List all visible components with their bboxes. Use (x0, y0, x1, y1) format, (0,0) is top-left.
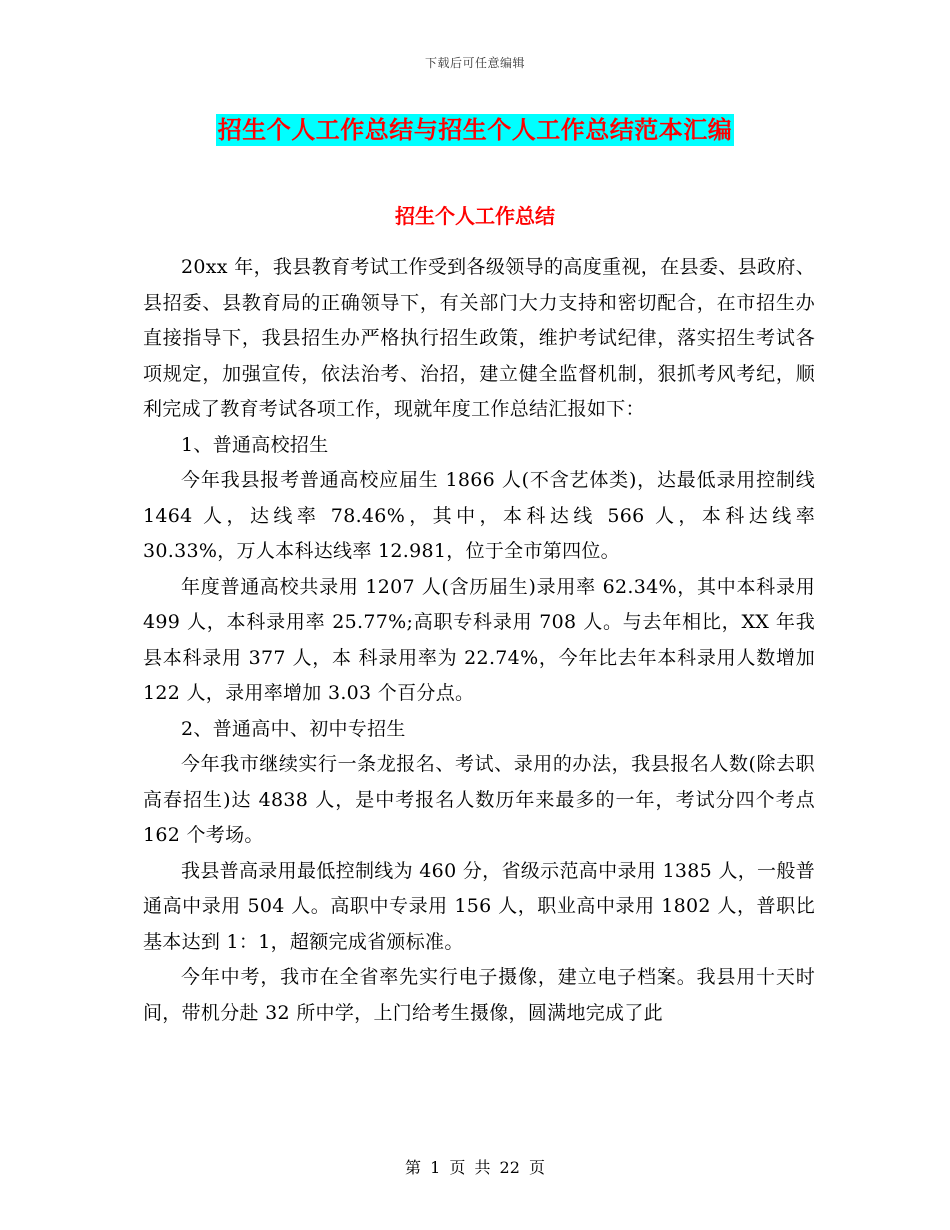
paragraph-college-applicants: 今年我县报考普通高校应届生 1866 人(不含艺体类)，达最低录用控制线 1464 人，达线率 78.46%，其中，本科达线 566 人，本科达线率 30.33%，万人本科达线率 12.981，位于全市第四位。 (143, 469, 815, 562)
paragraph-highschool-registration: 今年我市继续实行一条龙报名、考试、录用的办法，我县报名人数(除去职高春招生)达 4838 人，是中考报名人数历年来最多的一年，考试分四个考点 162 个考场。 (143, 753, 815, 846)
paragraph-college-admission: 年度普通高校共录用 1207 人(含历届生)录用率 62.34%，其中本科录用 499 人，本科录用率 25.77%;高职专科录用 708 人。与去年相比，XX 年我县本科录用 377 人，本 科录用率为 22.74%，今年比去年本科录用人数增加 122 人，录用率增加 3.03 个百分点。 (143, 575, 815, 704)
body-text (143, 250, 815, 1031)
paragraph-electronic-archive: 今年中考，我市在全省率先实行电子摄像，建立电子档案。我县用十天时间，带机分赴 32 所中学，上门给考生摄像，圆满地完成了此 (143, 966, 815, 1024)
paragraph-highschool-admission: 我县普高录用最低控制线为 460 分，省级示范高中录用 1385 人，一般普通高中录用 504 人。高职中专录用 156 人，职业高中录用 1802 人，普职比基本达到 1：1，超额完成省颁标准。 (143, 859, 815, 953)
section-title: 招生个人工作总结 (395, 204, 555, 228)
document-title: 招生个人工作总结与招生个人工作总结范本汇编 (217, 116, 733, 144)
header-note: 下载后可任意编辑 (424, 56, 525, 70)
page-footer: 第 1 页 共 22 页 (405, 1158, 545, 1177)
paragraph-intro: 20xx 年，我县教育考试工作受到各级领导的高度重视，在县委、县政府、县招委、县教育局的正确领导下，有关部门大力支持和密切配合，在市招生办直接指导下，我县招生办严格执行招生政策，维护考试纪律，落实招生考试各项规定，加强宣传，依法治考、治招，建立健全监督机制，狠抓考风考纪，顺利完成了教育考试各项工作，现就年度工作总结汇报如下： (143, 256, 815, 420)
document-title-container (0, 114, 950, 146)
paragraph-heading-highschool: 2、普通高中、初中专招生 (181, 717, 406, 740)
paragraph-heading-college: 1、普通高校招生 (181, 433, 329, 456)
